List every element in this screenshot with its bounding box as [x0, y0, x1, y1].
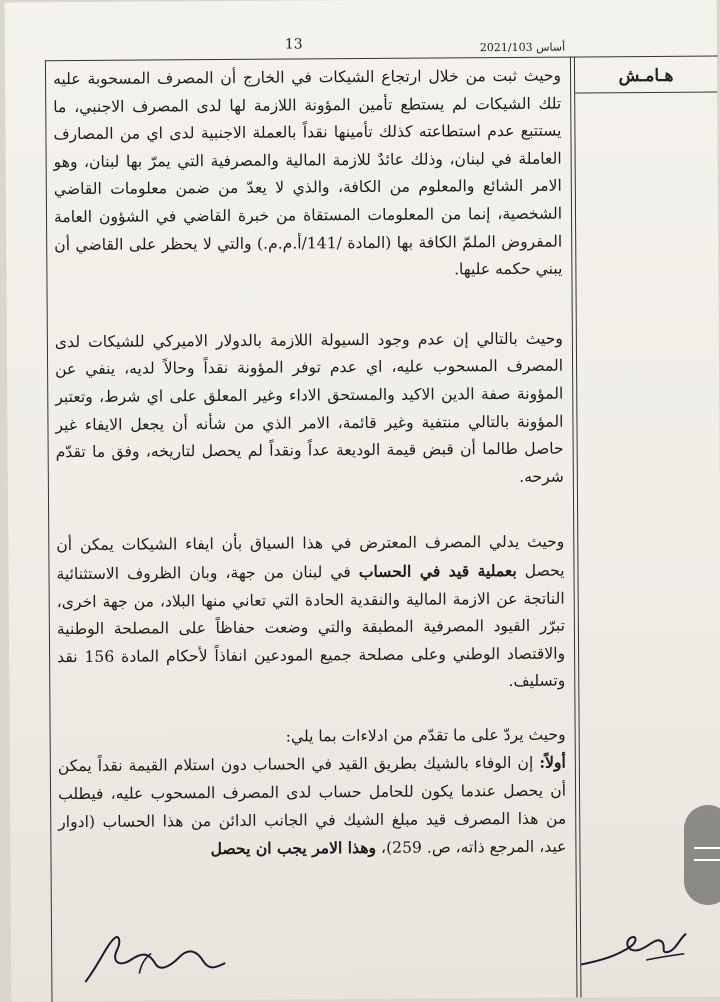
paragraph-5-bold-tail: وهذا الامر يجب ان يحصل — [210, 838, 377, 859]
paragraph-3 — [56, 529, 565, 699]
signature-left-icon — [79, 923, 229, 994]
signature-right-icon — [576, 916, 696, 977]
scroll-handle-icon[interactable] — [684, 805, 720, 905]
paragraph-3-text-a: وحيث يدلي المصرف المعترض في هذا السياق بأن ايفاء الشيكات يمكن أن يحصل — [56, 532, 565, 580]
margin-column-header — [575, 58, 717, 94]
page-number: 13 — [284, 36, 303, 53]
paragraph-3-bold-phrase: بعملية قيد في الحساب — [358, 560, 517, 581]
paragraph-4: وحيث يردّ على ما تقدّم من ادلاءات بما يلي: — [285, 725, 566, 746]
paragraph-5-lead: أولاً: — [539, 753, 566, 773]
paragraph-5 — [58, 749, 567, 865]
paragraph-2: وحيث بالتالي إن عدم وجود السيولة اللازمة بالدولار الاميركي للشيكات لدى المصرف المسحوب عليه، اي عدم توفر المؤونة نقداً وحالاً لديه، ينفي عن المؤونة صفة الدين الاكيد والمستحق الاداء وغير المعلق على اي شرط، وتعتبر المؤونة بالتالي منتفية وغير قائمة، الامر الذي من شأنه أن يجعل الايفاء غير حاصل طالما أن قبض قيمة الوديعة عداً ونقداً لم يحصل لتاريخه، وفق ما تقدّم شرحه. — [54, 329, 564, 486]
document-body — [53, 63, 567, 865]
paragraph-5-text: إن الوفاء بالشيك بطريق القيد في الحساب دون استلام القيمة نقداً يمكن أن يحصل عندما يكون للحامل حساب لدى المصرف المسحوب عليه، فيطلب من هذا المصرف قيد مبلغ الشيك في الجانب الدائن من هذا الحساب (ادوار عيد، المرجع ذاته، ص. 259)، — [57, 754, 567, 858]
case-reference: أساس 2021/103 — [479, 40, 566, 55]
margin-label: هـامـش — [618, 65, 674, 87]
paragraph-1: وحيث ثبت من خلال ارتجاع الشيكات في الخارج أن المصرف المسحوبة عليه تلك الشيكات لم يستطع تأمين المؤونة اللازمة لها لدى المصرف الاجنبي، ما يستتبع عدم استطاعته كذلك تأمينها نقداً بالعملة الاجنبية لدى اي من المصارف العاملة في لبنان، وذلك عائدٌ للازمة المالية والمصرفية التي يمرّ بها لبنان، وهو الامر الشائع والمعلوم من الكافة، والذي لا يعدّ من ضمن معلومات القاضي الشخصية، إنما من المعلومات المستقاة من خبرة القاضي في الشؤون العامة المفروض الملمّ الكافة بها (المادة /141/أ.م.م.) والتي لا يحظر على القاضي أن يبني حكمه عليها. — [52, 66, 563, 279]
paragraph-3-text-b: في لبنان من جهة، وبان الظروف الاستثنائية الناتجة عن الازمة المالية والنقدية الحادة التي تعاني منها البلاد، من جهة اخرى، تبرّر القيود المصرفية المطبقة والتي وضعت حفاظاً على المصلحة الوطنية والاقتصاد الوطني وعلى مصلحة جميع المودعين انفاذاً لأحكام المادة 156 نقد وتسليف. — [56, 562, 566, 691]
document-page — [5, 0, 720, 1001]
